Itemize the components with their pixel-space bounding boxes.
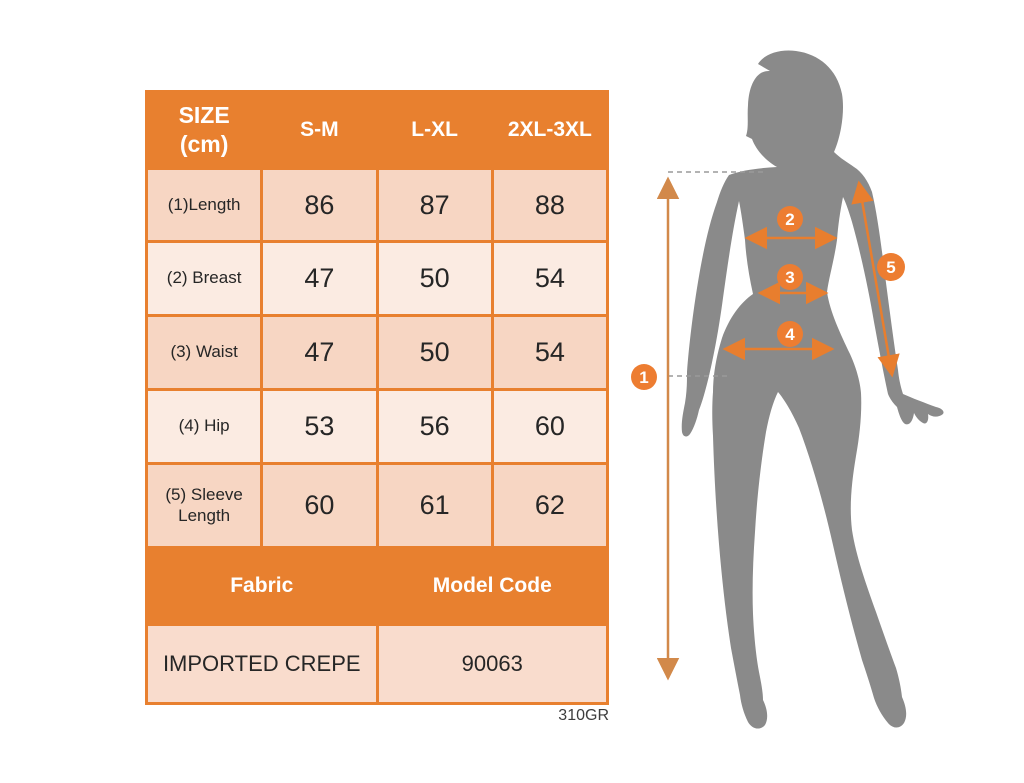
badge-number-1: 1 bbox=[639, 368, 649, 387]
model-code-header: Model Code bbox=[379, 549, 607, 623]
fabric-header: Fabric bbox=[148, 549, 376, 623]
cell-sleeve-s-m: 60 bbox=[263, 465, 375, 546]
cell-waist-s-m: 47 bbox=[263, 317, 375, 388]
measure-badge-hip bbox=[777, 321, 803, 347]
row-label-hip: (4) Hip bbox=[148, 391, 260, 462]
size-unit-line2: (cm) bbox=[179, 131, 229, 157]
fabric-weight-note: 310GR bbox=[558, 707, 609, 724]
cell-length-s-m: 86 bbox=[263, 170, 375, 240]
fabric-value: IMPORTED CREPE bbox=[148, 626, 376, 702]
row-label-sleeve-length: (5) Sleeve Length bbox=[148, 465, 260, 546]
measure-badge-length bbox=[631, 364, 657, 390]
cell-breast-l-xl: 50 bbox=[379, 243, 491, 314]
badge-number-2: 2 bbox=[785, 210, 795, 229]
measure-badge-breast bbox=[777, 206, 803, 232]
row-label-length: (1)Length bbox=[148, 170, 260, 240]
measure-badge-sleeve bbox=[877, 253, 905, 281]
col-header-2xl-3xl: 2XL-3XL bbox=[494, 93, 606, 167]
cell-length-l-xl: 87 bbox=[379, 170, 491, 240]
col-header-l-xl: L-XL bbox=[379, 93, 491, 167]
cell-length-2xl-3xl: 88 bbox=[494, 170, 606, 240]
cell-breast-s-m: 47 bbox=[263, 243, 375, 314]
cell-waist-2xl-3xl: 54 bbox=[494, 317, 606, 388]
row-label-breast: (2) Breast bbox=[148, 243, 260, 314]
model-code-value: 90063 bbox=[379, 626, 607, 702]
col-header-s-m: S-M bbox=[263, 93, 375, 167]
measure-badge-waist bbox=[777, 264, 803, 290]
badge-number-5: 5 bbox=[886, 258, 896, 277]
cell-breast-2xl-3xl: 54 bbox=[494, 243, 606, 314]
cell-hip-s-m: 53 bbox=[263, 391, 375, 462]
badge-number-3: 3 bbox=[785, 268, 795, 287]
row-label-waist: (3) Waist bbox=[148, 317, 260, 388]
cell-waist-l-xl: 50 bbox=[379, 317, 491, 388]
size-unit-line1: SIZE bbox=[178, 102, 230, 129]
cell-hip-l-xl: 56 bbox=[379, 391, 491, 462]
cell-sleeve-2xl-3xl: 62 bbox=[494, 465, 606, 546]
badge-number-4: 4 bbox=[785, 325, 795, 344]
cell-hip-2xl-3xl: 60 bbox=[494, 391, 606, 462]
cell-sleeve-l-xl: 61 bbox=[379, 465, 491, 546]
woman-silhouette bbox=[682, 51, 944, 729]
